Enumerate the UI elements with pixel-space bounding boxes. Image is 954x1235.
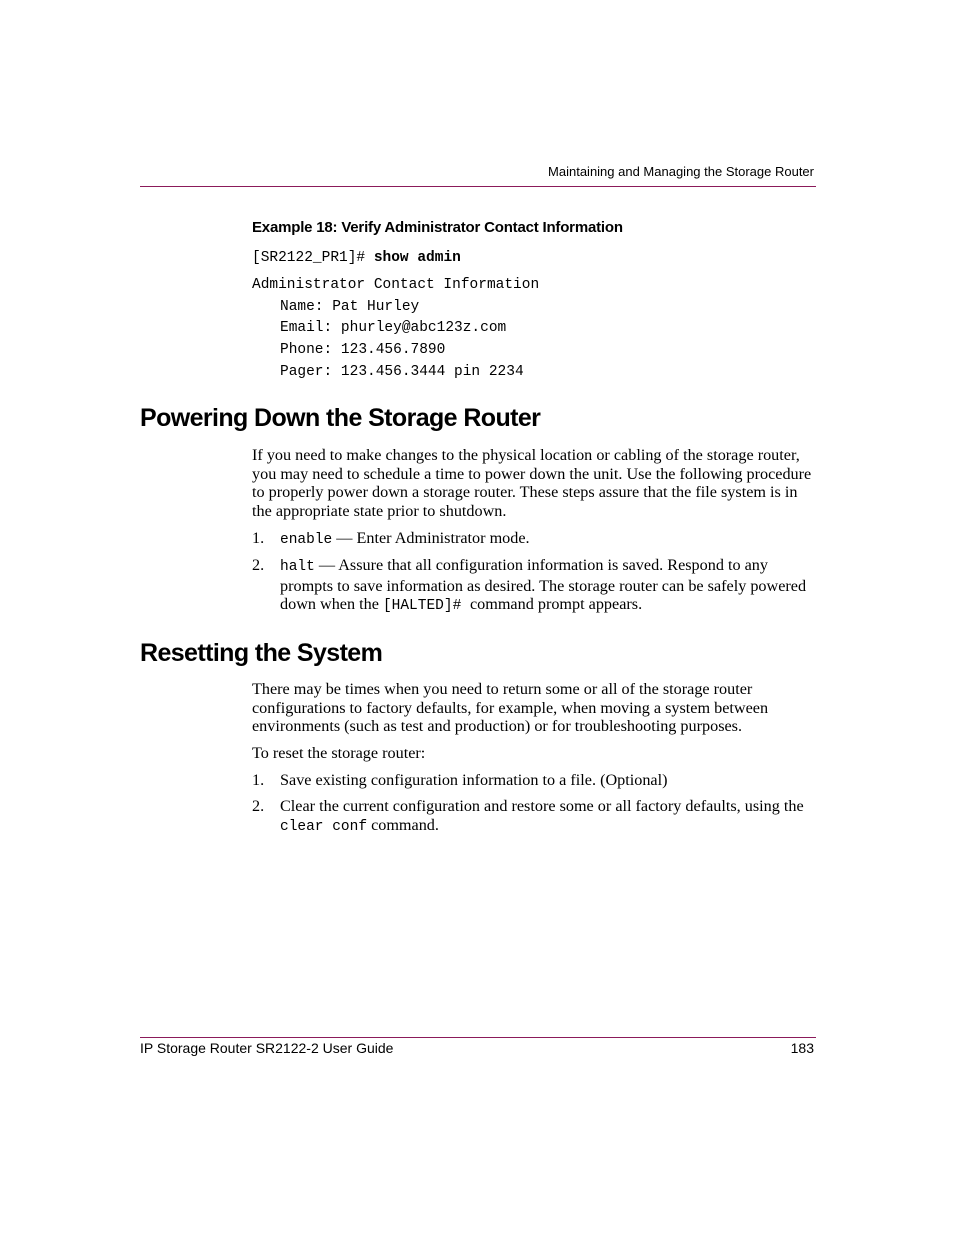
footer-guide-title: IP Storage Router SR2122-2 User Guide <box>140 1040 394 1056</box>
command-line <box>252 249 461 267</box>
power-down-paragraph: If you need to make changes to the physical location or cabling of the storage router, you may need to schedule a time to power down the unit. Use the following procedure to properly power down a storage router. These steps assure that the file system is in the appropriate state prior to shutdown. <box>252 446 812 521</box>
section-heading-reset: Resetting the System <box>140 639 383 667</box>
step-text: — Enter Administrator mode. <box>332 529 530 547</box>
command-prompt: [SR2122_PR1]# <box>252 250 374 266</box>
header-rule <box>140 186 816 187</box>
footer-rule <box>140 1037 816 1038</box>
page-number: 183 <box>790 1040 814 1056</box>
step-number: 1. <box>252 771 265 789</box>
step-text-end: command prompt appears. <box>469 595 643 614</box>
running-header: Maintaining and Managing the Storage Router <box>548 164 814 179</box>
step-number: 1. <box>252 529 265 547</box>
output-phone: Phone: 123.456.7890 <box>280 342 446 358</box>
example-title: Example 18: Verify Administrator Contact Information <box>252 219 623 236</box>
output-pager: Pager: 123.456.3444 pin 2234 <box>280 364 524 380</box>
section-heading-power-down: Powering Down the Storage Router <box>140 404 541 432</box>
step-text: Save existing configuration information to a file. (Optional) <box>280 771 668 789</box>
power-step-1 <box>252 529 818 550</box>
output-email: Email: phurley@abc123z.com <box>280 320 507 336</box>
reset-step-2 <box>252 797 818 836</box>
step-text: — Assure that all configuration information is saved. Respond to any prompts to save information as desired. The storage router can be safely powered down when the <box>280 556 807 614</box>
step-text-end: command. <box>367 815 439 834</box>
step-command: halt <box>280 559 315 575</box>
step-command: clear conf <box>280 818 368 835</box>
output-name: Name: Pat Hurley <box>280 299 420 315</box>
power-step-2 <box>252 556 818 616</box>
step-number: 2. <box>252 797 265 815</box>
step-prompt-code: [HALTED]# <box>382 598 470 615</box>
command-text: show admin <box>373 250 461 266</box>
reset-intro: To reset the storage router: <box>252 744 426 762</box>
step-text: Clear the current configuration and restore some or all factory defaults, using the <box>280 797 804 815</box>
reset-paragraph: There may be times when you need to return some or all of the storage router configurations to factory defaults, for example, when moving a system between environments (such as test and production) or for troubleshooting purposes. <box>252 680 769 736</box>
step-command: enable <box>280 532 333 548</box>
output-title: Administrator Contact Information <box>252 277 540 293</box>
reset-step-1 <box>252 771 818 790</box>
step-number: 2. <box>252 556 265 574</box>
